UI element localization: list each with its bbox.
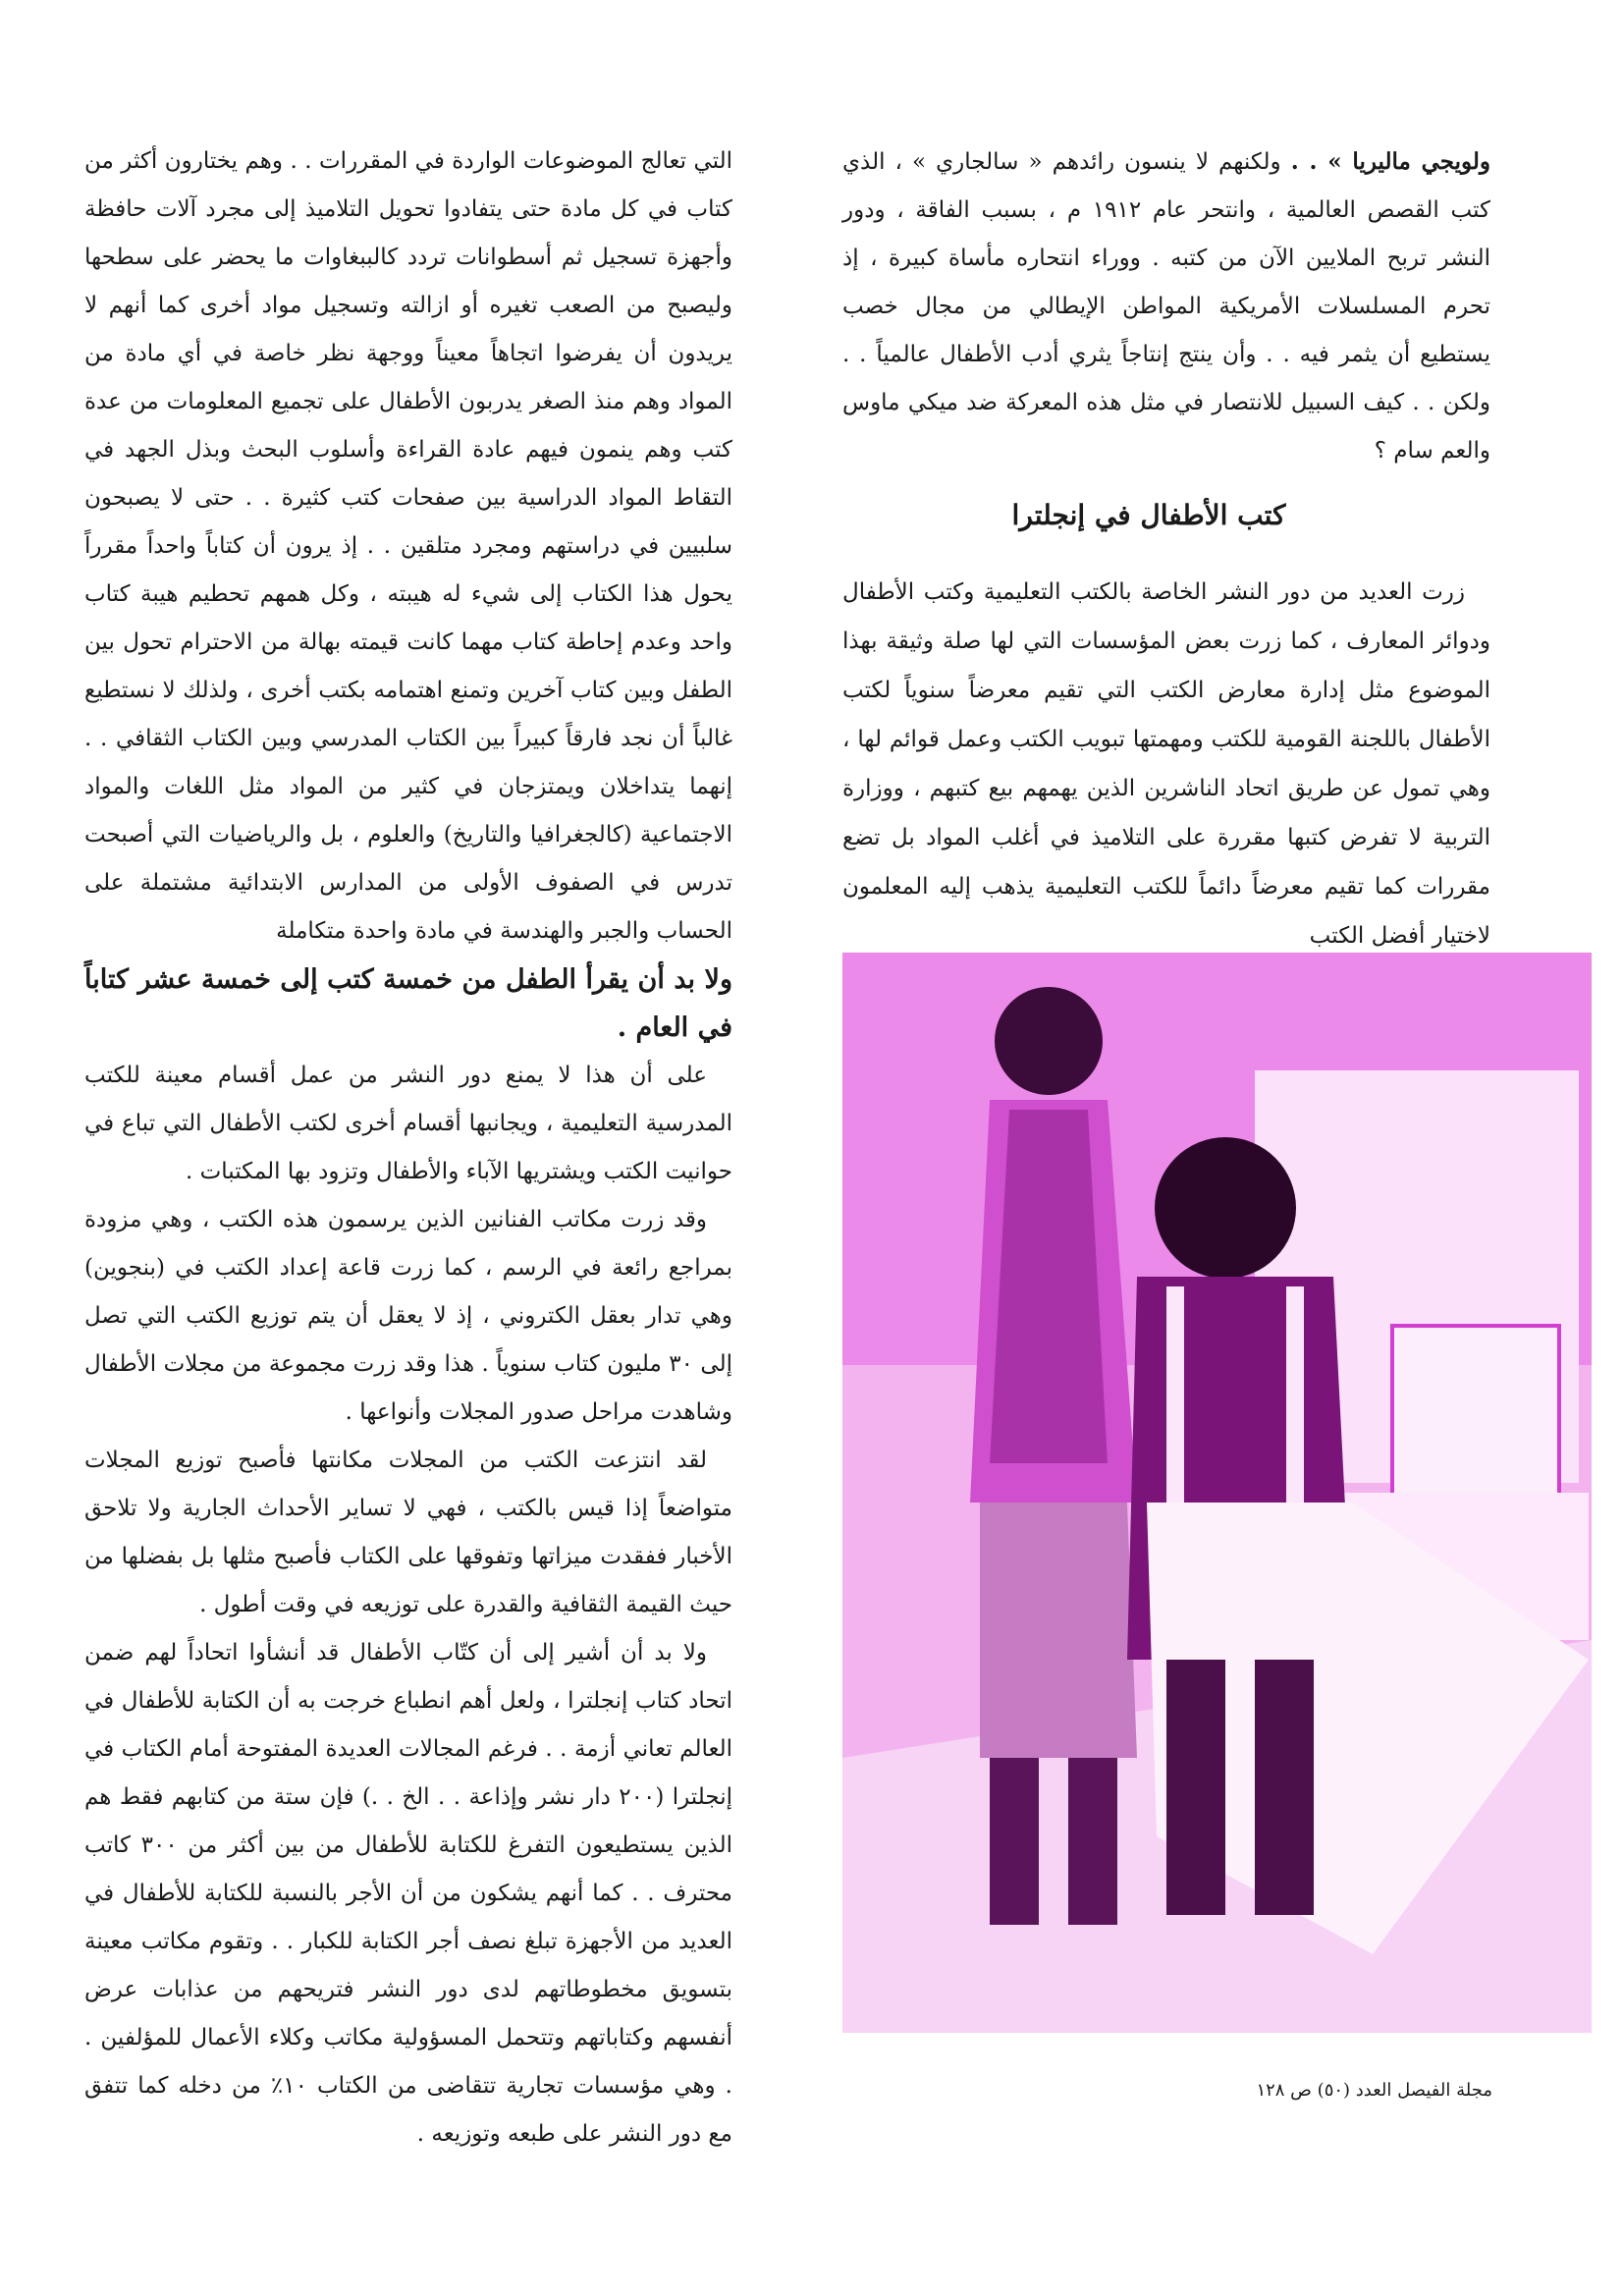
photo-illustration: [842, 953, 1592, 2033]
paragraph: لقد انتزعت الكتب من المجلات مكانتها فأصبح توزيع المجلات متواضعاً إذا قيس بالكتب ، فهي لا تساير الأحداث الجارية ولا تلاحق الأخبار ففقدت ميزاتها وتفوقها على الكتاب فأصبح مثلها بل بفضلها من حيث القيمة الثقافية والقدرة على توزيعه في وقت أطول .: [84, 1448, 732, 1617]
paragraph: وقد زرت مكاتب الفنانين الذين يرسمون هذه الكتب ، وهي مزودة بمراجع رائعة في الرسم ، كما زرت قاعة إعداد الكتب في (بنجوين) وهي تدار بعقل الكتروني ، إذ لا يعقل أن يتم توزيع الكتب التي تصل إلى ٣٠ مليون كتاب سنوياً . هذا وقد زرت مجموعة من مجلات الأطفال وشاهدت مراحل صدور المجلات وأنواعها .: [84, 1207, 732, 1425]
bold-statement: ولا بد أن يقرأ الطفل من خمسة كتب إلى خمسة عشر كتاباً في العام .: [84, 964, 732, 1043]
paragraph: على أن هذا لا يمنع دور النشر من عمل أقسام معينة للكتب المدرسية التعليمية ، ويجانبها أقسام أخرى لكتب الأطفال التي تباع في حوانيت الكتب ويشتريها الآباء والأطفال وتزود بها المكتبات .: [84, 1063, 732, 1184]
children-photo: [842, 953, 1592, 2033]
paragraph-text: ولكنهم لا ينسون رائدهم « سالجاري » ، الذي كتب القصص العالمية ، وانتحر عام ١٩١٢ م ، بسبب الفاقة ، ودور النشر تربح الملايين الآن من كتبه . ووراء انتحاره مأساة كبيرة ، إذ تحرم المسلسلات الأمريكية المواطن الإيطالي من مجال خصب يستطيع أن يثمر فيه . . وأن ينتج إنتاجاً يثري أدب الأطفال عالمياً . . ولكن . . كيف السبيل للانتصار في مثل هذه المعركة ضد ميكي ماوس والعم سام ؟: [842, 149, 1490, 464]
page-footer: مجلة الفيصل العدد (٥٠) ص ١٢٨: [1256, 2080, 1492, 2101]
bold-lead: ولويجي ماليريا » . .: [1290, 148, 1490, 175]
paragraph: ولا بد أن أشير إلى أن كتّاب الأطفال قد أنشأوا اتحاداً لهم ضمن اتحاد كتاب إنجلترا ، ولعل أهم انطباع خرجت به أن الكتابة للأطفال في العالم تعاني أزمة . . فرغم المجالات العديدة المفتوحة أمام الكتاب في إنجلترا (٢٠٠ دار نشر وإذاعة . . الخ . .) فإن ستة من كتابهم فقط هم الذين يستطيعون التفرغ للكتابة للأطفال من بين أكثر من ٣٠٠ كاتب محترف . . كما أنهم يشكون من أن الأجر بالنسبة للكتابة للأطفال في العديد من الأجهزة تبلغ نصف أجر الكتابة للكبار . . وتقوم مكاتب معينة بتسويق مخطوطاتهم لدى دور النشر فتريحهم من عذابات عرض أنفسهم وكتاباتهم وتتحمل المسؤولية مكاتب وكلاء الأعمال للمؤلفين . . وهي مؤسسات تجارية تتقاضى من الكتاب ١٠٪ من دخله كما تتفق مع دور النشر على طبعه وتوزيعه .: [84, 1640, 732, 2147]
paragraph: زرت العديد من دور النشر الخاصة بالكتب التعليمية وكتب الأطفال ودوائر المعارف ، كما زرت بعض المؤسسات التي لها صلة وثيقة بهذا الموضوع مثل إدارة معارض الكتب التي تقيم معرضاً سنوياً لكتب الأطفال باللجنة القومية للكتب ومهمتها تبويب الكتب وعمل قوائم لها ، وهي تمول عن طريق اتحاد الناشرين الذين يهمهم بيع كتبهم ، ووزارة التربية لا تفرض كتبها مقررة على التلاميذ في أغلب المواد بل تضع مقررات كما تقيم معرضاً دائماً للكتب التعليمية يذهب إليه المعلمون لاختيار أفضل الكتب: [842, 579, 1490, 949]
paragraph: التي تعالج الموضوعات الواردة في المقررات . . وهم يختارون أكثر من كتاب في كل مادة حتى يتفادوا تحويل التلاميذ إلى مجرد آلات حافظة وأجهزة تسجيل ثم أسطوانات تردد كالببغاوات ما يحضر على سطحها وليصبح من الصعب تغيره أو ازالته وتسجيل مواد أخرى كما أنهم لا يريدون أن يفرضوا اتجاهاً معيناً ووجهة نظر خاصة في أي مادة من المواد وهم منذ الصغر يدربون الأطفال على تجميع المعلومات من عدة كتب وهم ينمون فيهم عادة القراءة وأسلوب البحث وبذل الجهد في التقاط المواد الدراسية بين صفحات كتب كثيرة . . حتى لا يصبحون سلبيين في دراستهم ومجرد متلقين . . إذ يرون أن كتاباً واحداً مقرراً يحول هذا الكتاب إلى شيء له هيبته ، وكل همهم تحطيم هيبة كتاب واحد وعدم إحاطة كتاب مهما كانت قيمته بهالة من الاحترام تحول بين الطفل وبين كتاب آخرين وتمنع اهتمامه بكتب أخرى ، ولذلك لا نستطيع غالباً أن نجد فارقاً كبيراً بين الكتاب المدرسي وبين الكتاب الثقافي . . إنهما يتداخلان ويمتزجان في كثير من المواد مثل اللغات والمواد الاجتماعية (كالجغرافيا والتاريخ) والعلوم ، بل والرياضيات التي أصبحت تدرس في الصفوف الأولى من المدارس الابتدائية مشتملة على الحساب والجبر والهندسة في مادة واحدة متكاملة: [84, 148, 733, 944]
right-top-paragraph: [842, 137, 1490, 475]
left-column: [84, 137, 732, 2159]
section-heading: كتب الأطفال في إنجلترا: [1011, 499, 1286, 531]
right-mid-paragraph: [842, 568, 1490, 960]
